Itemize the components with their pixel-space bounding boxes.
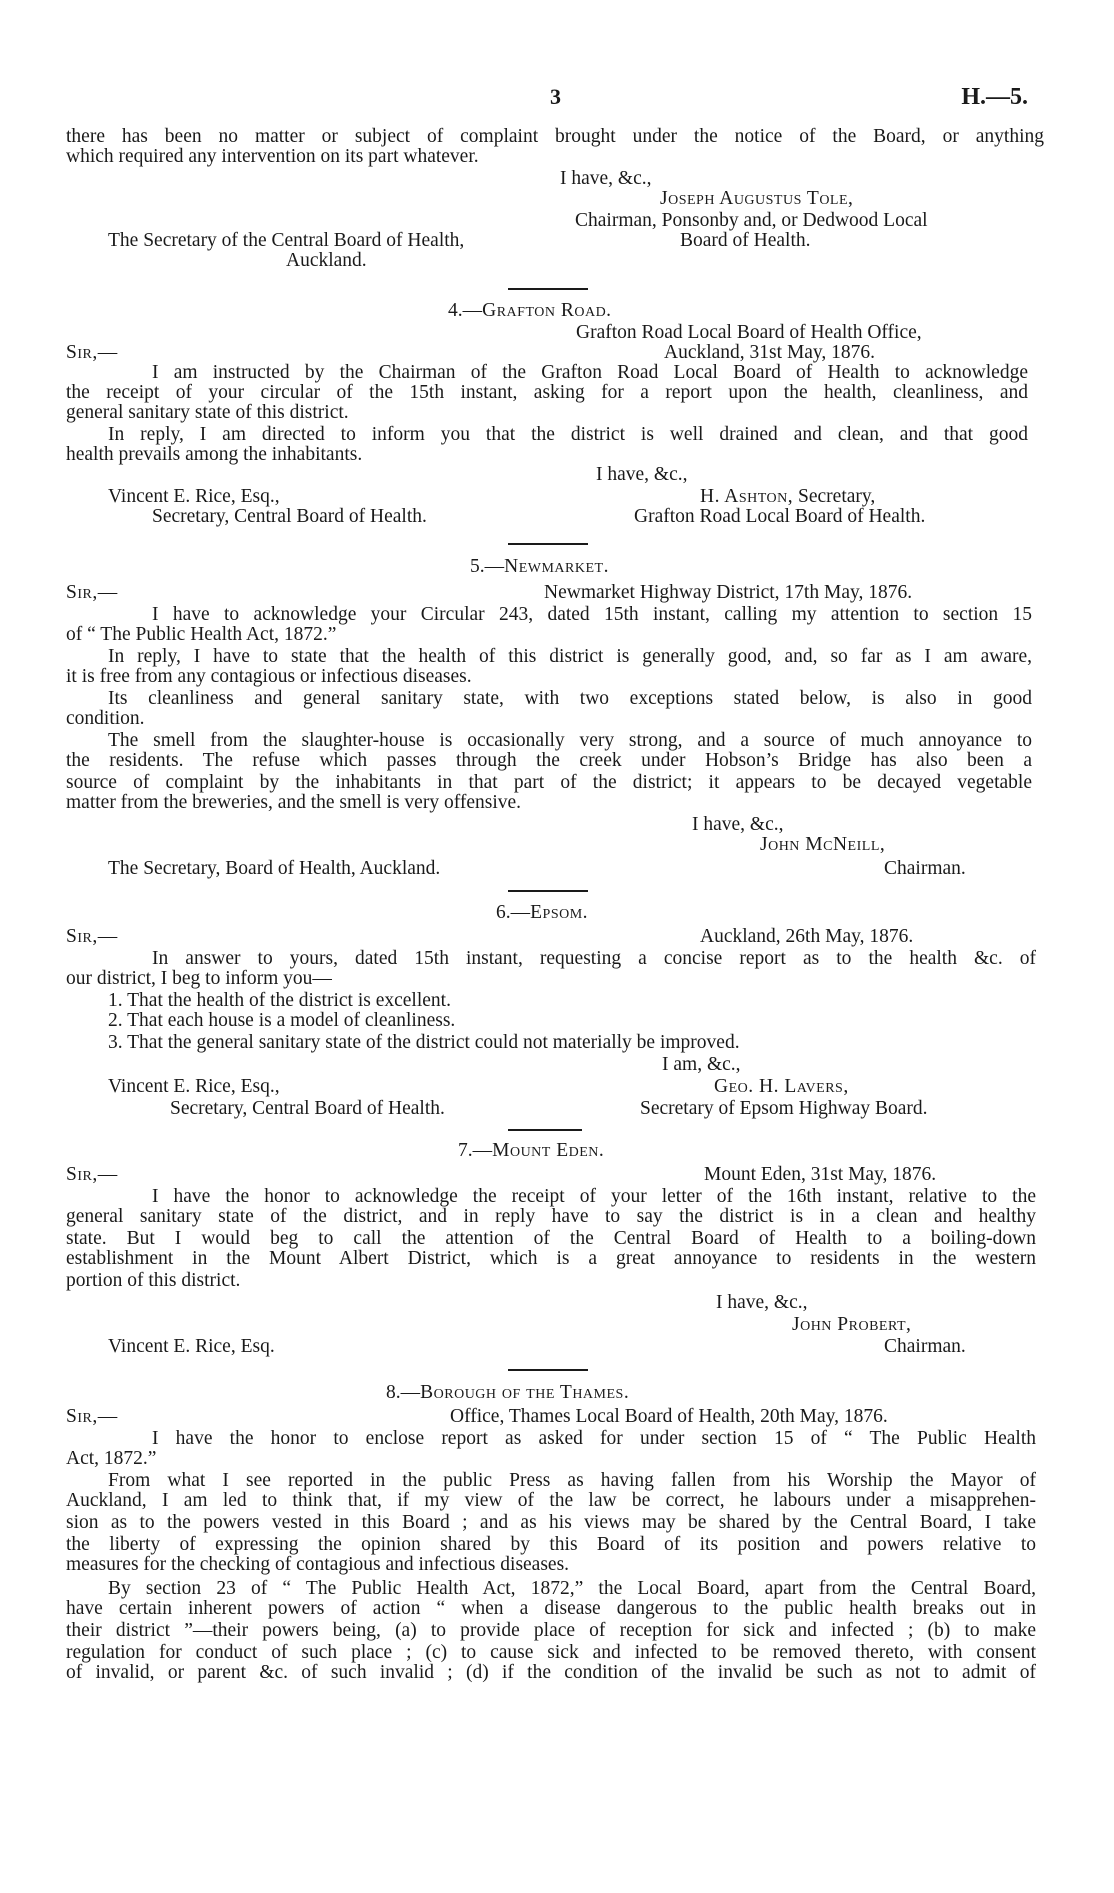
section-number: 5.— — [470, 556, 505, 577]
sender-address: Newmarket Highway District, 17th May, 1876. — [544, 582, 913, 603]
sender-address: Office, Thames Local Board of Health, 20th May, 1876. — [450, 1406, 888, 1427]
section-title: Mount Eden. — [492, 1140, 605, 1161]
body-line: By section 23 of “ The Public Health Act, 1872,” the Local Board, apart from the Central Board, — [108, 1578, 1036, 1599]
section-divider — [508, 1129, 582, 1131]
body-line: In answer to yours, dated 15th instant, requesting a concise report as to the health &c. of — [152, 948, 1036, 969]
body-line: general sanitary state of the district, and in reply have to say the district is in a clean and healthy — [66, 1206, 1036, 1227]
section-heading — [496, 902, 588, 924]
body-line: state. But I would beg to call the attention of the Central Board of Health to a boiling-down — [66, 1228, 1036, 1249]
salutation: Sir,— — [66, 582, 118, 603]
document-id: H.—5. — [961, 84, 1028, 110]
section-title: Grafton Road. — [482, 300, 612, 321]
closing: I have, &c., — [560, 168, 652, 189]
addressee: Secretary, Central Board of Health. — [152, 506, 427, 527]
body-line: Act, 1872.” — [66, 1448, 157, 1469]
body-line: regulation for conduct of such place ; (c) to cause sick and infected to be removed thereto, with consent — [66, 1642, 1036, 1663]
salutation: Sir,— — [66, 926, 118, 947]
body-line: of invalid, or parent &c. of such invalid ; (d) if the condition of the invalid be such as not to admit of — [66, 1662, 1036, 1683]
closing: I am, &c., — [662, 1054, 741, 1075]
section-heading — [386, 1382, 629, 1404]
section-divider — [508, 890, 588, 892]
body-line: Auckland, I am led to think that, if my view of the law be correct, he labours under a misapprehen- — [66, 1490, 1036, 1511]
addressee: Auckland. — [286, 250, 367, 271]
sender-address: Auckland, 26th May, 1876. — [700, 926, 914, 947]
closing: I have, &c., — [716, 1292, 808, 1313]
body-line: sion as to the powers vested in this Board ; and as his views may be shared by the Central Board, I take — [66, 1512, 1036, 1533]
body-line: the receipt of your circular of the 15th instant, asking for a report upon the health, cleanliness, and — [66, 382, 1028, 403]
salutation: Sir,— — [66, 342, 118, 363]
body-line: I have to acknowledge your Circular 243, dated 15th instant, calling my attention to section 15 — [152, 604, 1032, 625]
signer-role: Chairman. — [884, 858, 966, 879]
body-line: of “ The Public Health Act, 1872.” — [66, 624, 337, 645]
signer-role: Secretary, — [793, 486, 876, 507]
body-line: our district, I beg to inform you— — [66, 968, 332, 989]
body-line: have certain inherent powers of action “ when a disease dangerous to the public health breaks out in — [66, 1598, 1036, 1619]
addressee: Vincent E. Rice, Esq. — [108, 1336, 275, 1357]
signer-name: H. Ashton, — [700, 486, 794, 507]
sender-date: Auckland, 31st May, 1876. — [664, 342, 876, 363]
page-number: 3 — [550, 84, 561, 109]
salutation: Sir,— — [66, 1164, 118, 1185]
section-title: Epsom. — [530, 902, 589, 923]
section-title: Borough of the Thames. — [420, 1382, 630, 1403]
addressee: The Secretary of the Central Board of Health, — [108, 230, 465, 251]
signer-role: Secretary of Epsom Highway Board. — [640, 1098, 928, 1119]
body-line: I am instructed by the Chairman of the Grafton Road Local Board of Health to acknowledge — [152, 362, 1028, 383]
list-item: 1. That the health of the district is excellent. — [108, 990, 451, 1011]
section-number: 4.— — [448, 300, 483, 321]
list-item: 2. That each house is a model of cleanliness. — [108, 1010, 456, 1031]
section-number: 7.— — [458, 1140, 493, 1161]
signer-name: John McNeill, — [760, 834, 886, 855]
body-line: matter from the breweries, and the smell is very offensive. — [66, 792, 522, 813]
section-divider — [508, 1369, 588, 1371]
body-line: portion of this district. — [66, 1270, 241, 1291]
sender-address: Mount Eden, 31st May, 1876. — [704, 1164, 937, 1185]
section-divider — [508, 288, 588, 290]
body-line: it is free from any contagious or infectious diseases. — [66, 666, 472, 687]
addressee: Vincent E. Rice, Esq., — [108, 1076, 280, 1097]
body-line: In reply, I have to state that the health of this district is generally good, and, so far as I am aware, — [108, 646, 1032, 667]
body-line: establishment in the Mount Albert District, which is a great annoyance to residents in the western — [66, 1248, 1036, 1269]
body-line: measures for the checking of contagious and infectious diseases. — [66, 1554, 570, 1575]
body-line: I have the honor to acknowledge the receipt of your letter of the 16th instant, relative to the — [152, 1186, 1036, 1207]
section-heading — [470, 556, 609, 578]
body-line: which required any intervention on its part whatever. — [66, 146, 479, 167]
section-number: 8.— — [386, 1382, 421, 1403]
body-line: Its cleanliness and general sanitary state, with two exceptions stated below, is also in good — [108, 688, 1032, 709]
body-line: In reply, I am directed to inform you that the district is well drained and clean, and that good — [108, 424, 1028, 445]
signer-org: Grafton Road Local Board of Health. — [634, 506, 926, 527]
body-line: the residents. The refuse which passes through the creek under Hobson’s Bridge has also been a — [66, 750, 1032, 771]
addressee: Secretary, Central Board of Health. — [170, 1098, 445, 1119]
body-line: condition. — [66, 708, 145, 729]
addressee: Vincent E. Rice, Esq., — [108, 486, 280, 507]
signer-title: Chairman, Ponsonby and, or Dedwood Local — [575, 210, 928, 231]
signer-title: Board of Health. — [680, 230, 811, 251]
section-title: Newmarket. — [504, 556, 609, 577]
signer-name: Joseph Augustus Tole, — [660, 188, 854, 209]
body-line: I have the honor to enclose report as asked for under section 15 of “ The Public Health — [152, 1428, 1036, 1449]
body-line: their district ”—their powers being, (a) to provide place of reception for sick and infected ; (b) to make — [66, 1620, 1036, 1641]
signer-name: Geo. H. Lavers, — [714, 1076, 849, 1097]
section-heading — [448, 300, 612, 322]
body-line: there has been no matter or subject of complaint brought under the notice of the Board, or anything — [66, 126, 1044, 147]
sender-address: Grafton Road Local Board of Health Office, — [576, 322, 922, 343]
list-item: 3. That the general sanitary state of the district could not materially be improved. — [108, 1032, 740, 1053]
body-line: The smell from the slaughter-house is occasionally very strong, and a source of much annoyance to — [108, 730, 1032, 751]
signer-role: Chairman. — [884, 1336, 966, 1357]
addressee: The Secretary, Board of Health, Auckland. — [108, 858, 441, 879]
salutation: Sir,— — [66, 1406, 118, 1427]
section-divider — [508, 543, 588, 545]
body-line: the liberty of expressing the opinion shared by this Board of its position and powers relative to — [66, 1534, 1036, 1555]
section-heading — [458, 1140, 604, 1162]
signer-name: John Probert, — [792, 1314, 912, 1335]
body-line: source of complaint by the inhabitants in that part of the district; it appears to be decayed vegetable — [66, 772, 1032, 793]
body-line: general sanitary state of this district. — [66, 402, 349, 423]
section-number: 6.— — [496, 902, 531, 923]
closing: I have, &c., — [596, 464, 688, 485]
body-line: From what I see reported in the public Press as having fallen from his Worship the Mayor of — [108, 1470, 1036, 1491]
closing: I have, &c., — [692, 814, 784, 835]
signer — [700, 486, 875, 508]
body-line: health prevails among the inhabitants. — [66, 444, 363, 465]
